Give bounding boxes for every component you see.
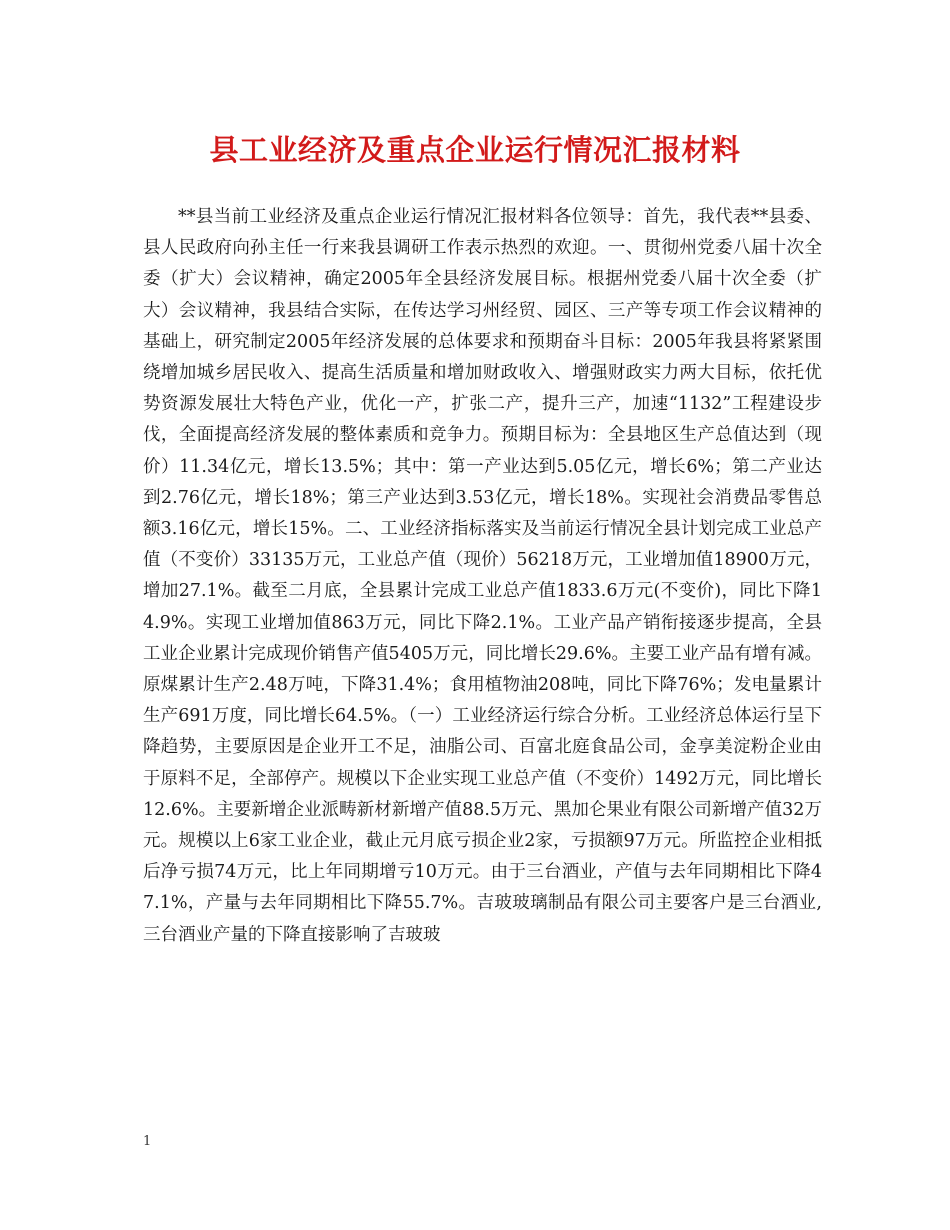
document-body-paragraph: **县当前工业经济及重点企业运行情况汇报材料各位领导：首先，我代表**县委、县人民政府向孙主任一行来我县调研工作表示热烈的欢迎。一、贯彻州党委八届十次全委（扩大）会议精神，确定2005年全县经济发展目标。根据州党委八届十次全委（扩大）会议精神，我县结合实际，在传达学习州经贸、园区、三产等专项工作会议精神的基础上，研究制定2005年经济发展的总体要求和预期奋斗目标：2005年我县将紧紧围绕增加城乡居民收入、提高生活质量和增加财政收入、增强财政实力两大目标，依托优势资源发展壮大特色产业，优化一产，扩张二产，提升三产，加速“1132”工程建设步伐，全面提高经济发展的整体素质和竞争力。预期目标为：全县地区生产总值达到（现价）11.34亿元，增长13.5%；其中：第一产业达到5.05亿元，增长6%；第二产业达到2.76亿元，增长18%；第三产业达到3.53亿元，增长18%。实现社会消费品零售总额3.16亿元，增长15%。二、工业经济指标落实及当前运行情况全县计划完成工业总产值（不变价）33135万元，工业总产值（现价）56218万元，工业增加值18900万元，增加27.1%。截至二月底，全县累计完成工业总产值1833.6万元(不变价)，同比下降14.9%。实现工业增加值863万元，同比下降2.1%。工业产品产销衔接逐步提高，全县工业企业累计完成现价销售产值5405万元，同比增长29.6%。主要工业产品有增有减。原煤累计生产2.48万吨，下降31.4%；食用植物油208吨，同比下降76%；发电量累计生产691万度，同比增长64.5%。（一）工业经济运行综合分析。工业经济总体运行呈下降趋势，主要原因是企业开工不足，油脂公司、百富北庭食品公司，金享美淀粉企业由于原料不足，全部停产。规模以下企业实现工业总产值（不变价）1492万元，同比增长12.6%。主要新增企业派畴新材新增产值88.5万元、黑加仑果业有限公司新增产值32万元。规模以上6家工业企业，截止元月底亏损企业2家，亏损额97万元。所监控企业相抵后净亏损74万元，比上年同期增亏10万元。由于三台酒业，产值与去年同期相比下降47.1%，产量与去年同期相比下降55.7%。吉玻玻璃制品有限公司主要客户是三台酒业,三台酒业产量的下降直接影响了吉玻玻 <box>143 207 822 945</box>
page-number: 1 <box>143 1134 152 1149</box>
document-title: 县工业经济及重点企业运行情况汇报材料 <box>209 133 741 167</box>
